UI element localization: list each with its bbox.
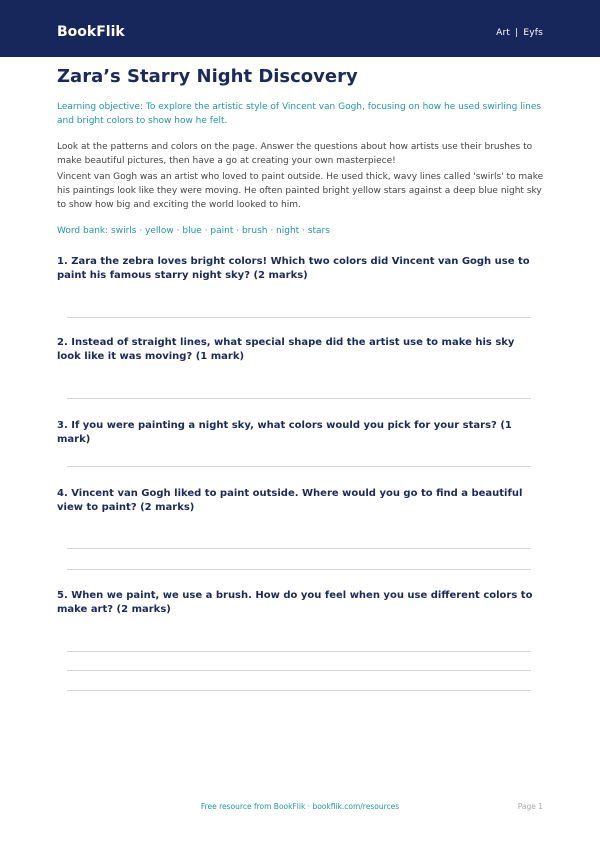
info-paragraph: Vincent van Gogh was an artist who loved to paint outside. He used thick, wavy lines called 'swirls' to make his paintings look like they were moving. He often painted bright yellow stars against a deep blue night sky to show how big and exciting the world looked to him. (57, 172, 544, 210)
answer-line[interactable] (67, 569, 531, 570)
page-number: Page 1 (517, 802, 543, 811)
question-2: 2. Instead of straight lines, what special shape did the artist use to make his sky look like it was moving? (1 mark) (57, 337, 515, 362)
header-bar (0, 0, 600, 57)
answer-line[interactable] (67, 466, 531, 467)
answer-line[interactable] (67, 651, 531, 652)
question-4: 4. Vincent van Gogh liked to paint outside. Where would you go to find a beautiful view to paint? (2 marks) (57, 488, 523, 513)
subject-label: Art (496, 28, 511, 38)
answer-line[interactable] (67, 398, 531, 399)
question-3: 3. If you were painting a night sky, what colors would you pick for your stars? (1 mark) (57, 420, 512, 445)
intro-paragraph: Look at the patterns and colors on the page. Answer the questions about how artists use their brushes to make beautiful pictures, then have a go at creating your own masterpiece! (57, 142, 533, 166)
question-1: 1. Zara the zebra loves bright colors! Which two colors did Vincent van Gogh use to paint his famous starry night sky? (2 marks) (57, 256, 530, 281)
header-meta (496, 28, 543, 38)
page-title: Zara’s Starry Night Discovery (57, 66, 358, 87)
header-separator: | (515, 28, 519, 38)
word-bank: Word bank: swirls · yellow · blue · paint · brush · night · stars (57, 226, 330, 236)
footer-resource-link[interactable]: Free resource from BookFlik · bookflik.com/resources (200, 802, 400, 811)
answer-line[interactable] (67, 317, 531, 318)
answer-line[interactable] (67, 690, 531, 691)
answer-line[interactable] (67, 670, 531, 671)
learning-objective: Learning objective: To explore the artistic style of Vincent van Gogh, focusing on how he used swirling lines and bright colors to show how he felt. (57, 102, 542, 126)
level-label: Eyfs (523, 28, 543, 38)
question-5: 5. When we paint, we use a brush. How do you feel when you use different colors to make art? (2 marks) (57, 590, 533, 615)
brand-logo[interactable]: BookFlik (57, 24, 125, 40)
answer-line[interactable] (67, 548, 531, 549)
